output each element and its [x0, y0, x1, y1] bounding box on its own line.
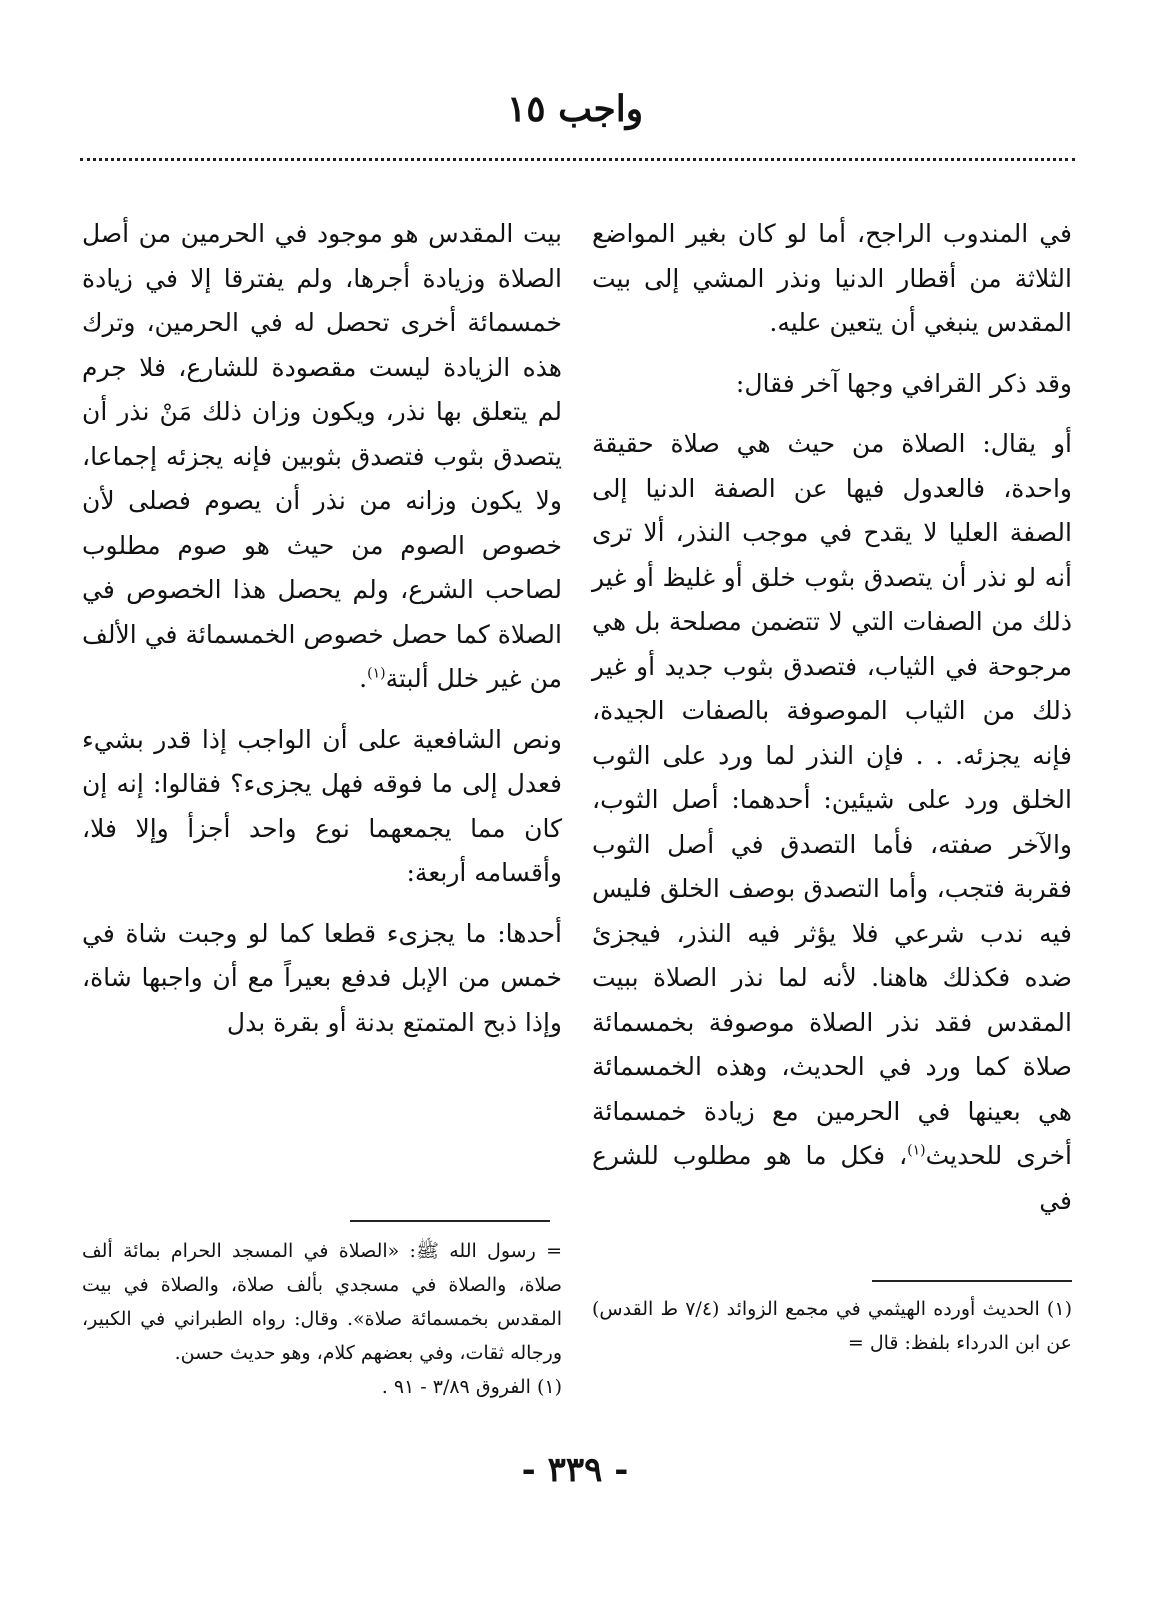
footnotes-left	[82, 1234, 562, 1404]
footnote-left-1: = رسول الله ﷺ: «الصلاة في المسجد الحرام بمائة ألف صلاة، والصلاة في مسجدي بألف صلاة، والصلاة في بيت المقدس بخمسمائة صلاة». وقال: رواه الطبراني في الكبير، ورجاله ثقات، وفي بعضهم كلام، وهو حديث حسن.	[82, 1240, 562, 1364]
end-mark: .	[359, 664, 368, 693]
footnote-marker: (١)	[907, 1142, 926, 1159]
right-paragraph-3	[592, 422, 1072, 1223]
page-number: - ٣٣٩ -	[521, 1450, 629, 1490]
footnote-left-2: (١) الفروق ٣/٨٩ - ٩١ .	[381, 1376, 562, 1398]
right-paragraph-1: في المندوب الراجح، أما لو كان بغير المواضع الثلاثة من أقطار الدنيا ونذر المشي إلى بيت المقدس ينبغي أن يتعين عليه.	[592, 219, 1072, 337]
left-paragraph-2: ونص الشافعية على أن الواجب إذا قدر بشيء فعدل إلى ما فوقه فهل يجزىء؟ فقالوا: إنه إن كان مما يجمعهما نوع واحد أجزأ وإلا فلا، وأقسامه أربعة:	[82, 724, 562, 887]
footnote-rule-left	[350, 1220, 550, 1222]
left-paragraph-3: أحدها: ما يجزىء قطعا كما لو وجبت شاة في خمس من الإبل فدفع بعيراً مع أن واجبها شاة، وإذا ذبح المتمتع بدنة أو بقرة بدل	[82, 918, 562, 1037]
left-column	[82, 212, 562, 1061]
footnote-rule-right	[872, 1280, 1072, 1282]
page-header-title: واجب ١٥	[506, 88, 644, 130]
footnote-right-1: (١) الحديث أورده الهيثمي في مجمع الزوائد (٧/٤ ط القدس) عن ابن الدرداء بلفظ: قال =	[592, 1298, 1072, 1354]
footnote-marker: (١)	[367, 665, 386, 682]
right-paragraph-3-text: أو يقال: الصلاة من حيث هي صلاة حقيقة واحدة، فالعدول فيها عن الصفة الدنيا إلى الصفة العليا لا يقدح في موجب النذر، ألا ترى أنه لو نذر أن يتصدق بثوب خلق أو غليظ أو غير ذلك من الصفات التي لا تتضمن مصلحة بل هي مرجوحة في الثياب، فتصدق بثوب جديد أو غير ذلك من الثياب الموصوفة بالصفات الجيدة، فإنه يجزئه. . . فإن النذر لما ورد على الثوب الخلق ورد على شيئين: أحدهما: أصل الثوب، والآخر صفته، فأما التصدق في أصل الثوب فقربة فتجب، وأما التصدق بوصف الخلق فليس فيه ندب شرعي فلا يؤثر فيه النذر، فيجزئ ضده فكذلك هاهنا. لأنه لما نذر الصلاة ببيت المقدس فقد نذر الصلاة موصوفة بخمسمائة صلاة كما ورد في الحديث، وهذه الخمسمائة هي بعينها في الحرمين مع زيادة خمسمائة أخرى للحديث	[592, 429, 1072, 1170]
right-paragraph-3-tail: ، فكل ما هو مطلوب للشرع في	[592, 1141, 1072, 1215]
footnotes-right	[592, 1292, 1072, 1360]
right-paragraph-2: وقد ذكر القرافي وجها آخر فقال:	[735, 368, 1072, 398]
header-dotted-rule	[80, 158, 1075, 161]
left-paragraph-1	[82, 212, 562, 702]
left-paragraph-1-text: بيت المقدس هو موجود في الحرمين من أصل الصلاة وزيادة أجرها، ولم يفترقا إلا في زيادة خمسمائة أخرى تحصل له في الحرمين، وترك هذه الزيادة ليست مقصودة للشارع، فلا جرم لم يتعلق بها نذر، ويكون وزان ذلك مَنْ نذر أن يتصدق بثوب فتصدق بثوبين فإنه يجزئه إجماعا، ولا يكون وزانه من نذر أن يصوم فصلى لأن خصوص الصوم من حيث هو صوم مطلوب لصاحب الشرع، ولم يحصل هذا الخصوص في الصلاة كما حصل خصوص الخمسمائة في الألف من غير خلل ألبتة	[82, 219, 562, 693]
right-column	[592, 212, 1072, 1239]
